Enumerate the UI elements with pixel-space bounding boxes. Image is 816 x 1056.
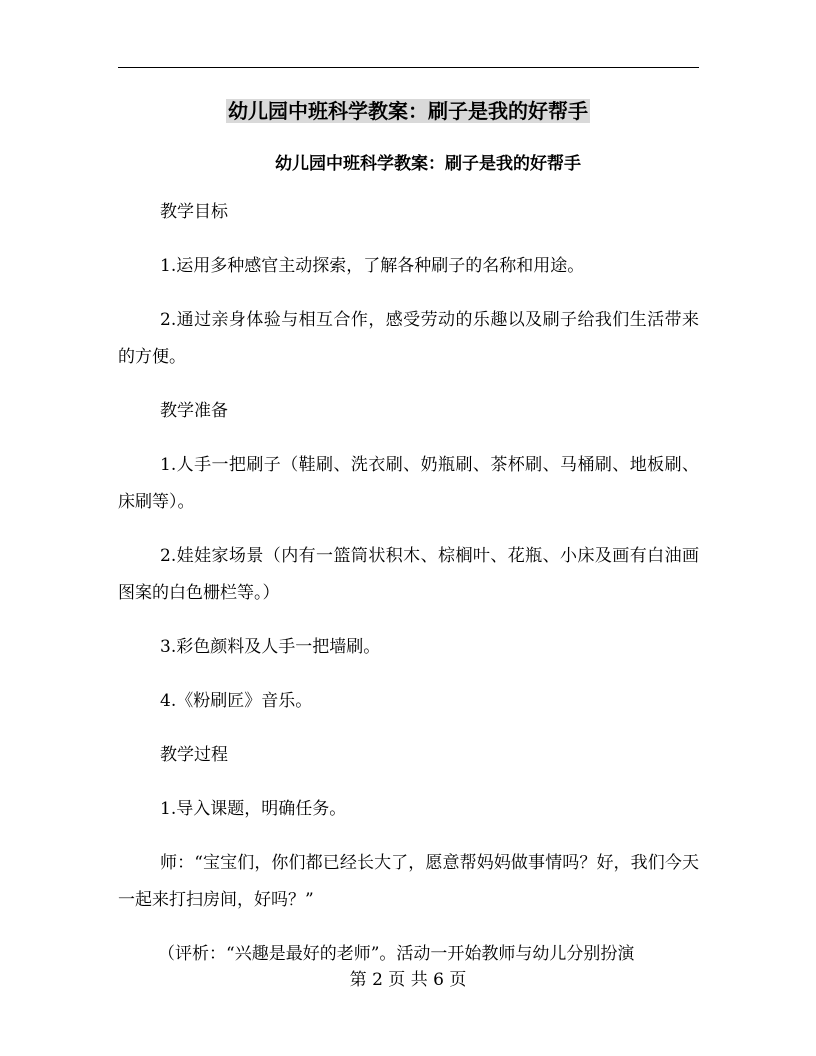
page-footer: 第 2 页 共 6 页 <box>349 970 467 990</box>
paragraph: 1.运用多种感官主动探索，了解各种刷子的名称和用途。 <box>160 256 585 276</box>
paragraph: 1.导入课题，明确任务。 <box>160 799 347 819</box>
paragraph: 师：“宝宝们，你们都已经长大了，愿意帮妈妈做事情吗？好，我们今天一起来打扫房间，好吗？” <box>118 853 699 910</box>
section-heading-process: 教学过程 <box>160 745 228 765</box>
section-heading-goals: 教学目标 <box>160 202 228 222</box>
paragraph: 2.通过亲身体验与相互合作，感受劳动的乐趣以及刷子给我们生活带来的方便。 <box>118 310 699 367</box>
paragraph: 2.娃娃家场景（内有一篮筒状积木、棕榈叶、花瓶、小床及画有白油画图案的白色栅栏等。） <box>118 546 699 603</box>
document-title <box>0 96 816 126</box>
paragraph: 3.彩色颜料及人手一把墙刷。 <box>160 637 381 657</box>
paragraph: 1.人手一把刷子（鞋刷、洗衣刷、奶瓶刷、茶杯刷、马桶刷、地板刷、床刷等）。 <box>118 455 699 512</box>
paragraph: 4.《粉刷匠》音乐。 <box>160 691 313 711</box>
header-rule <box>118 67 699 68</box>
paragraph: （评析：“兴趣是最好的老师”。活动一开始教师与幼儿分别扮演 <box>158 944 635 964</box>
document-body <box>118 194 699 990</box>
document-title-text: 幼儿园中班科学教案：刷子是我的好帮手 <box>228 99 588 123</box>
document-subtitle: 幼儿园中班科学教案：刷子是我的好帮手 <box>275 154 581 174</box>
section-heading-preparation: 教学准备 <box>160 401 228 421</box>
